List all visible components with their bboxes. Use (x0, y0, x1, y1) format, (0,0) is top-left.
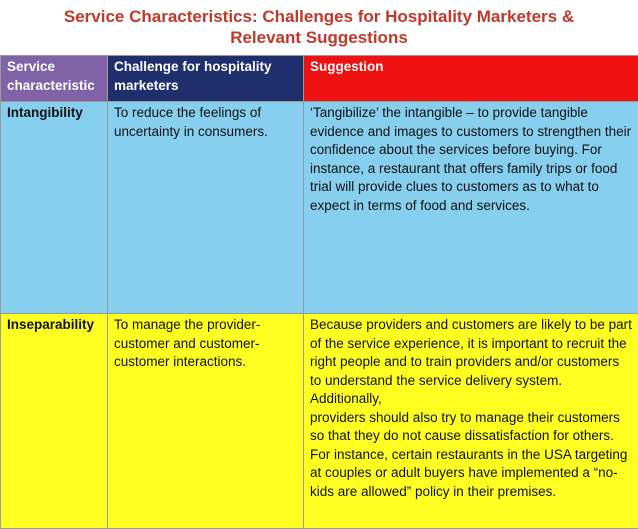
cell-suggestion: ‘Tangibilize’ the intangible – to provide tangible evidence and images to customers to strengthen their confidence about the services before buying. For instance, a restaurant that offers family trips or food trial will provide clues to customers as to what to expect in terms of food and services. (304, 102, 638, 314)
table-row-inseparability (1, 314, 638, 529)
header-service-characteristic: Service characteristic (1, 56, 108, 102)
cell-challenge: To manage the provider-customer and customer-customer interactions. (108, 314, 304, 529)
characteristics-table (0, 55, 638, 529)
cell-characteristic: Inseparability (1, 314, 108, 529)
header-row (1, 56, 638, 102)
page-title (0, 6, 638, 48)
table-row-intangibility (1, 102, 638, 314)
suggestion-part-1: Because providers and customers are likely to be part of the service experience, it is important to recruit the right people and to train providers and/or customers to understand the service delivery system. Additionally, (310, 316, 632, 409)
suggestion-part-2: providers should also try to manage their customers so that they do not cause dissatisfaction for others. For instance, certain restaurants in the USA targeting at couples or adult buyers have implemented a “no-kids are allowed” policy in their premises. (310, 409, 632, 502)
cell-characteristic: Intangibility (1, 102, 108, 314)
header-suggestion: Suggestion (304, 56, 638, 102)
title-line-2: Relevant Suggestions (0, 27, 638, 48)
cell-suggestion (304, 314, 638, 529)
title-line-1: Service Characteristics: Challenges for Hospitality Marketers & (0, 6, 638, 27)
cell-challenge: To reduce the feelings of uncertainty in consumers. (108, 102, 304, 314)
header-challenge: Challenge for hospitality marketers (108, 56, 304, 102)
